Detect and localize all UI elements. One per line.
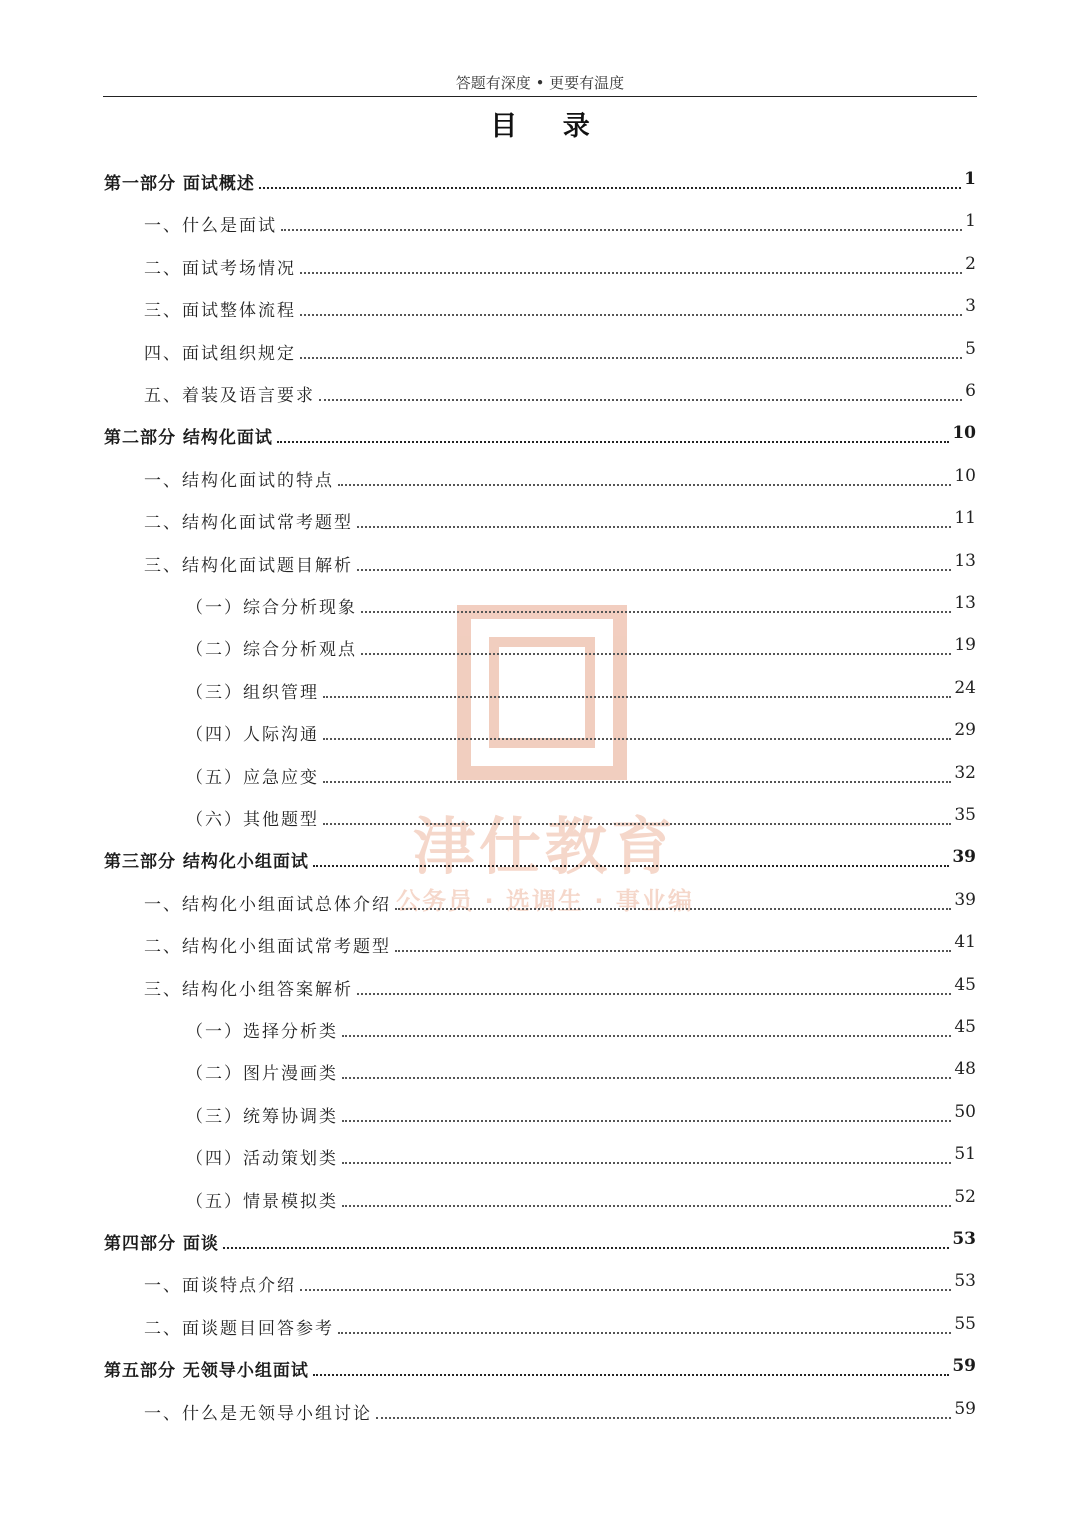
toc-leader-dots xyxy=(338,1332,951,1334)
toc-leader-dots xyxy=(342,1035,951,1037)
toc-entry-page: 19 xyxy=(951,635,976,655)
toc-entry-label: （四）人际沟通 xyxy=(186,720,323,745)
toc-entry-label: （二）图片漫画类 xyxy=(186,1059,342,1084)
toc-entry-label: （一）选择分析类 xyxy=(186,1017,342,1042)
toc-entry[interactable] xyxy=(0,547,1080,577)
toc-entry-page: 13 xyxy=(951,593,976,613)
toc-leader-dots xyxy=(223,1247,949,1249)
toc-entry[interactable] xyxy=(0,589,1080,619)
toc-leader-dots xyxy=(342,1120,951,1122)
toc-entry-page: 39 xyxy=(951,890,976,910)
toc-leader-dots xyxy=(300,357,962,359)
toc-entry-page: 11 xyxy=(951,508,976,528)
toc-entry[interactable] xyxy=(0,462,1080,492)
toc-entry[interactable] xyxy=(0,292,1080,322)
toc-entry-page: 2 xyxy=(962,254,976,274)
toc-entry-label: 二、面试考场情况 xyxy=(144,254,300,279)
toc-entry-label: 一、结构化小组面试总体介绍 xyxy=(144,890,395,915)
toc-leader-dots xyxy=(361,653,951,655)
toc-entry-page: 10 xyxy=(951,466,976,486)
toc-entry-page: 35 xyxy=(951,805,976,825)
toc-entry-label: 二、面谈题目回答参考 xyxy=(144,1314,338,1339)
toc-leader-dots xyxy=(395,950,951,952)
toc-entry-label: 第五部分 无领导小组面试 xyxy=(104,1356,313,1381)
toc-leader-dots xyxy=(313,865,949,867)
toc-entry[interactable] xyxy=(0,716,1080,746)
toc-entry[interactable] xyxy=(0,674,1080,704)
toc-entry[interactable] xyxy=(0,504,1080,534)
toc-entry-label: （一）综合分析现象 xyxy=(186,593,361,618)
toc-entry-label: （四）活动策划类 xyxy=(186,1144,342,1169)
toc-entry-page: 45 xyxy=(951,1017,976,1037)
toc-leader-dots xyxy=(342,1205,951,1207)
toc-entry-label: （六）其他题型 xyxy=(186,805,323,830)
toc-entry-label: 第二部分 结构化面试 xyxy=(104,423,277,448)
toc-entry[interactable] xyxy=(0,1013,1080,1043)
toc-entry[interactable] xyxy=(0,1395,1080,1425)
toc-entry-page: 53 xyxy=(951,1271,976,1291)
toc-entry-page: 10 xyxy=(949,423,976,443)
toc-entry-page: 55 xyxy=(951,1314,976,1334)
toc-entry-page: 3 xyxy=(962,296,976,316)
toc-entry[interactable] xyxy=(0,843,1080,873)
toc-entry[interactable] xyxy=(0,419,1080,449)
page-title: 目 录 xyxy=(490,111,608,142)
toc-entry[interactable] xyxy=(0,165,1080,195)
toc-entry-label: 一、什么是无领导小组讨论 xyxy=(144,1399,376,1424)
toc-entry[interactable] xyxy=(0,1225,1080,1255)
toc-entry-label: 一、什么是面试 xyxy=(144,211,281,236)
toc-leader-dots xyxy=(281,229,962,231)
toc-entry-page: 59 xyxy=(949,1356,976,1376)
toc-entry-label: 第三部分 结构化小组面试 xyxy=(104,847,313,872)
toc-entry-label: 四、面试组织规定 xyxy=(144,339,300,364)
page-header: 答题有深度 • 更要有温度 xyxy=(455,74,625,92)
toc-entry[interactable] xyxy=(0,1183,1080,1213)
toc-entry[interactable] xyxy=(0,1352,1080,1382)
toc-entry-page: 50 xyxy=(951,1102,976,1122)
toc-entry-page: 41 xyxy=(951,932,976,952)
toc-entry-page: 1 xyxy=(961,169,976,189)
toc-entry-page: 6 xyxy=(962,381,976,401)
toc-entry-page: 29 xyxy=(951,720,976,740)
toc-entry[interactable] xyxy=(0,928,1080,958)
toc-entry[interactable] xyxy=(0,207,1080,237)
toc-entry-page: 52 xyxy=(951,1187,976,1207)
toc-entry-label: （三）统筹协调类 xyxy=(186,1102,342,1127)
toc-leader-dots xyxy=(323,781,951,783)
toc-leader-dots xyxy=(361,611,951,613)
toc-leader-dots xyxy=(342,1162,951,1164)
toc-entry-page: 39 xyxy=(949,847,976,867)
toc-entry-label: 三、结构化面试题目解析 xyxy=(144,551,357,576)
toc-entry-label: 二、结构化小组面试常考题型 xyxy=(144,932,395,957)
toc-leader-dots xyxy=(395,908,951,910)
toc-leader-dots xyxy=(357,526,951,528)
toc-entry-label: 五、着装及语言要求 xyxy=(144,381,319,406)
header-rule xyxy=(103,96,977,97)
toc-entry-page: 51 xyxy=(951,1144,976,1164)
toc-entry-label: 三、结构化小组答案解析 xyxy=(144,975,357,1000)
toc-leader-dots xyxy=(300,1289,951,1291)
toc-entry-page: 1 xyxy=(962,211,976,231)
toc-entry[interactable] xyxy=(0,335,1080,365)
toc-entry[interactable] xyxy=(0,801,1080,831)
toc-leader-dots xyxy=(342,1077,951,1079)
toc-entry-page: 59 xyxy=(951,1399,976,1419)
toc-entry-page: 5 xyxy=(962,339,976,359)
toc-entry[interactable] xyxy=(0,971,1080,1001)
toc-entry[interactable] xyxy=(0,759,1080,789)
toc-entry-label: （二）综合分析观点 xyxy=(186,635,361,660)
toc-entry-page: 45 xyxy=(951,975,976,995)
toc-entry-label: （五）应急应变 xyxy=(186,763,323,788)
toc-leader-dots xyxy=(300,272,962,274)
watermark-brand: 津仕教育 xyxy=(412,810,677,883)
toc-entry-label: 二、结构化面试常考题型 xyxy=(144,508,357,533)
toc-leader-dots xyxy=(300,314,962,316)
toc-leader-dots xyxy=(338,484,951,486)
toc-entry-label: 第四部分 面谈 xyxy=(104,1229,223,1254)
toc-entry-label: （三）组织管理 xyxy=(186,678,323,703)
toc-entry-page: 48 xyxy=(951,1059,976,1079)
watermark-tagline: 公务员 · 选调生 · 事业编 xyxy=(396,887,694,915)
toc-entry-label: （五）情景模拟类 xyxy=(186,1187,342,1212)
toc-entry-label: 三、面试整体流程 xyxy=(144,296,300,321)
toc-leader-dots xyxy=(357,569,951,571)
toc-entry[interactable] xyxy=(0,1267,1080,1297)
toc-leader-dots xyxy=(323,738,951,740)
toc-entry-page: 24 xyxy=(951,678,976,698)
toc-entry-page: 53 xyxy=(949,1229,976,1249)
toc-leader-dots xyxy=(313,1374,949,1376)
toc-entry-page: 13 xyxy=(951,551,976,571)
toc-leader-dots xyxy=(319,399,962,401)
toc-leader-dots xyxy=(259,187,961,189)
toc-entry-label: 第一部分 面试概述 xyxy=(104,169,259,194)
toc-leader-dots xyxy=(323,696,951,698)
toc-entry[interactable] xyxy=(0,250,1080,280)
toc-leader-dots xyxy=(277,441,949,443)
toc-entry[interactable] xyxy=(0,631,1080,661)
toc-entry[interactable] xyxy=(0,886,1080,916)
toc-entry-label: 一、面谈特点介绍 xyxy=(144,1271,300,1296)
toc-leader-dots xyxy=(357,993,951,995)
toc-entry[interactable] xyxy=(0,377,1080,407)
toc-entry-label: 一、结构化面试的特点 xyxy=(144,466,338,491)
toc-entry[interactable] xyxy=(0,1055,1080,1085)
toc-entry[interactable] xyxy=(0,1310,1080,1340)
toc-leader-dots xyxy=(376,1417,951,1419)
toc-entry-page: 32 xyxy=(951,763,976,783)
toc-entry[interactable] xyxy=(0,1140,1080,1170)
toc-leader-dots xyxy=(323,823,951,825)
toc-entry[interactable] xyxy=(0,1098,1080,1128)
